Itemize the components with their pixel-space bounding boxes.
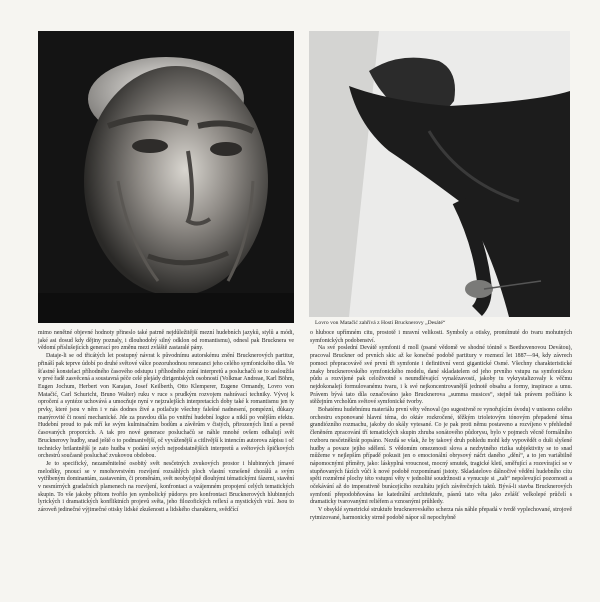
article-column-right xyxy=(310,330,572,523)
photo-caption: Lovro von Matačić zahřívá z Hostí Brucknerovy „Desáté“ xyxy=(315,320,446,326)
paragraph: Dataje-li se od třicátých let postupný návrat k původnímu autorskému znění Brucknerových partitur, přináší pak teprve údobí po druhé světové válce pozoruhodnou renezanci jeho celého symfonického díla. Ve šťastné konstelaci příhodného časového odstupu i příhodného zrání interpretů a posluchačů se to zasloužila v prvé řadě zasvěcená a soustavná péče celé plejády dirigentských osobností (Volkmar Andreae, Karl Böhm, Eugen Jochum, Herbert von Karajan, Josef Keilberth, Otto Klemperer, Eugene Ormandy, Lovro von Matačić, Carl Schuricht, Bruno Walter) ruku v ruce s prudkým rozvojem nahrávací techniky. Vývoj k opročení a syntéze uchovává a umocňuje nyní v nejzralejších interpretacích doby také k romantismu jen ty prvky, které jsou v něm i v nás dodnes živé a potlačuje všechny falešné nadnesení, pompézní, důkazy manýrovité či nosní mechanické. Jde za pravdou díla po vnitřní hudební logice a niklí po vnějším efektu. Hudební proud to pak mří ke svým kulminačním bodům a závěrům v čistých, přirozených linií a pevně časovaných proporcích. A tak pro nové generace posluchačů se náhle mnohé ovšem odhalují svět Brucknerovy hudby, snad ještě o to podmanivější, oč vyváženější a citlivější k intencím autorova zápisu i oč technicky brilantnější je zato hudba v podání svých nejpodstatnějších interpretů a světových špičkových orchestrů současně posluchač zvukovou obdobou. xyxy=(38,353,294,460)
paragraph: Bohatému hudebnímu materiálu první věty věnoval (po sugestivně re vynořujícím úvodu) v unisono celého orchestru exponované hlavní téma, do oktáv rozkročené, těžkým trioletovým tónovým přepadené téma grandiózního rozmachu, jakoby do skály vytesané. Co je pak proti němu postaveno a rozvíjeno v přehledně členěném zpracování tří tematických skupin zhruba sonátového půdorysu, bylo v pojmech věcně formálního rozboru nesčetněkrát popsáno. Nezdá se však, že by takový druh pohledu mohl kdy vypovědět o duši slyšené hudby a povaze jejího sdělení. S vědomím omezenosti slova a nezbytného rizika subjektivity se to snad můžeme v nejlepším případě pokusit jen o emocionální obrysový náčrt daného „dění“, a to jen variábilně nápomocnými příměry, jako: láskyplná vroucnost, mocný smutek, tragické kletí, směřující a rozevírající se v stupňovaných fázích vůči k nové podobě rozpomínaní jistoty. Skladatelovo dálnočivé vědění hudebního cítu spěti rozměrné plochy této vstupní věty v jednolité soudržnosti a vynucuje si „zah“ nepolevující pozornosti a očekávání až do imperativně burácejícího rezultátu jejích závěrečných taktů. Bývá-li stavba Brucknerových symfonií přepodobňována ke katedrální architektuře, pásnů tato věta jako zvlášť velkolepé průčelí s dramaticky tvarovanými reliéfem a vznosnými průhledy. xyxy=(310,407,572,506)
conductor-image xyxy=(309,31,570,317)
conductor-portrait-photo xyxy=(38,31,294,323)
paragraph: o hluboce upřímném citu, prostotě i mravní velikosti. Symboly a otisky, promítnuté do tvaru mohutných symfonických podobenství. xyxy=(310,330,572,344)
paragraph: mimo nenětné objevné hodnoty přineslo také patrně nejdůležitější mezní hudebních jazyků, stylů a módi, jaké asi dosud kdy dějiny poznaly, i dlouhodobý silný odklon od romantismu), odnesl pak Brucknera ve vědomí příslušejících generací pro změnu mezi zvláště zastaralé pány. xyxy=(38,330,294,352)
conductor-action-photo xyxy=(309,31,570,317)
portrait-image xyxy=(38,31,294,323)
paragraph: Na své poslední Devátě symfonii d moll (psané vědomě ve shodné tónině s Beethovenovou Devátou), pracoval Bruckner od prvních skic až ke konečné podobě partitury v rozmezí let 1887—94, kdy závrech pomoci přepracovávě své první tři symfonie i definitivní verzi gigantické Osmé. Všechny charakteristické znaky brucknerovského symfonického modelu, dané skladatelem od jeho prvního vstupu na symfonickou půdu a rozvíjené pak celoživotně s neumdlévající vynalézavostí, jakoby tu vykrystalizovaly k věčmu nejdokonalejí formulovanému tvaru, i k své nejkoncentrovanější jednotě obsahu a formy, inspirace a umu. Právem bývá tato díla označováno jako Brucknerova „summa musices“, stejně tak právem počítáno k stěžejním vrcholům světové symfonické tvorby. xyxy=(310,345,572,406)
article-column-left xyxy=(38,330,294,515)
paragraph: Je to specifický, nezaměnitelné osobitý svět nesčetných zvukových prostor i hlubinných jímavé melodiky, pnoucí se v mnohovrstvém rozvíjení rozsáhlých ploch vlastní vznešeně chorálů a svým vytříbeným dominantám, zastavením, či proměnám, svět neobyčejně dlouhými tématickými fázemi, stavění v nesmírných gradačních plamenech na rozvíjení, konfrontaci a vzájemném propojení celých tematických skupin. To vše jakoby přitom tvořilo jen symbolický půdorys pro konfrontaci Brucknerových hlubinných lyrických i dramatických konfliktních projevů světa, jeho filozofických reflexí a mystických vizí. Jsou to zároveň jedinečné výjimečné otisky lidské zkušenosti a lidského charakteru, svědčící xyxy=(38,460,294,514)
paragraph: V obsyklé symetrické struktuře brucknerovského scherza nás náhle přepadá v tvrdě vyplechované, strojově rytmizované, harmonicky strmě podobě nápor síl nepochybně xyxy=(310,507,572,521)
